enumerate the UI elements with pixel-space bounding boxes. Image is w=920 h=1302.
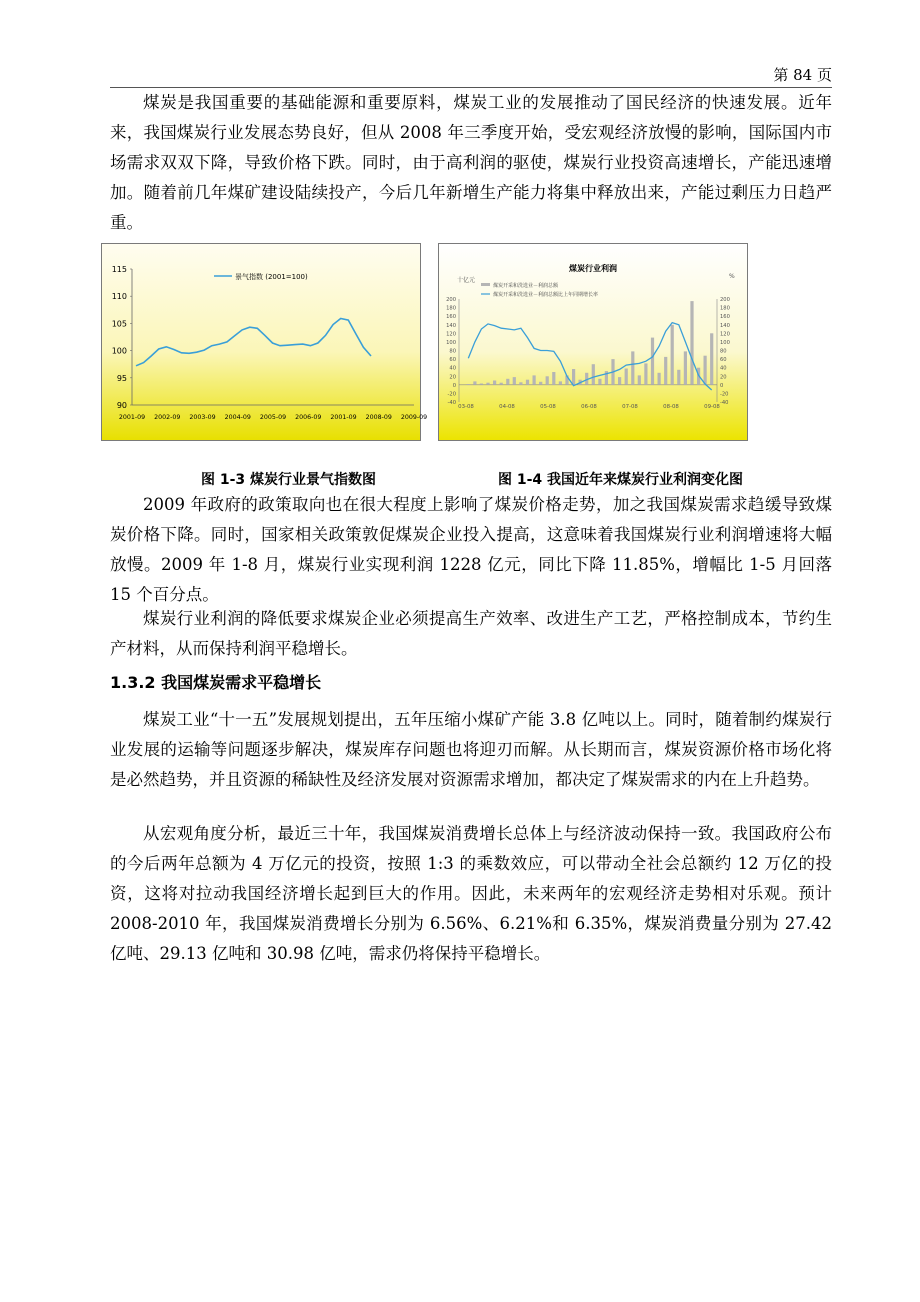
- x-tick-label: 2004-09: [224, 414, 251, 421]
- left-tick-label: -40: [447, 400, 456, 406]
- right-tick-label: 0: [720, 382, 724, 389]
- profit-bar: [592, 364, 595, 385]
- right-tick-label: 200: [720, 297, 730, 303]
- x-tick-label: 03-08: [458, 404, 474, 410]
- profit-bar: [539, 382, 542, 385]
- right-tick-label: 180: [720, 305, 730, 312]
- y-tick-label: 95: [116, 373, 127, 383]
- x-tick-label: 2003-09: [189, 414, 216, 421]
- profit-bar: [486, 383, 489, 385]
- right-tick-label: 80: [720, 348, 727, 355]
- profit-bar: [631, 351, 634, 385]
- profit-bar: [473, 381, 476, 384]
- profit-bar: [467, 384, 470, 385]
- left-tick-label: 0: [452, 382, 456, 389]
- legend-label: 景气指数 (2001=100): [235, 273, 308, 281]
- x-tick-label: 2001-09: [330, 414, 357, 421]
- profit-bar: [651, 338, 654, 385]
- section-heading: 1.3.2 我国煤炭需求平稳增长: [110, 673, 322, 692]
- profit-bar: [598, 379, 601, 385]
- y-tick-label: 115: [111, 265, 127, 274]
- right-tick-label: 120: [720, 331, 730, 338]
- page-number: 第 84 页: [773, 66, 832, 84]
- profit-bar: [493, 381, 496, 385]
- figure-1-3-chart: [101, 243, 428, 441]
- right-tick-label: 40: [720, 365, 727, 372]
- profit-bar: [664, 357, 667, 385]
- figure-1-4-chart: [438, 243, 748, 441]
- x-tick-label: 09-08: [704, 404, 720, 410]
- left-axis-unit: 十亿元: [457, 277, 476, 284]
- profit-bar: [513, 377, 516, 385]
- profit-bar: [519, 382, 522, 385]
- profit-bar: [480, 384, 483, 385]
- profit-bar: [625, 369, 628, 385]
- x-tick-label: 2006-09: [295, 414, 322, 421]
- x-tick-label: 08-08: [663, 404, 679, 410]
- left-tick-label: 60: [449, 357, 456, 364]
- right-tick-label: -40: [720, 400, 729, 406]
- profit-bar: [704, 356, 707, 385]
- x-tick-label: 05-08: [540, 404, 556, 410]
- left-tick-label: 160: [446, 314, 456, 321]
- paragraph-2: 2009 年政府的政策取向也在很大程度上影响了煤炭价格走势，加之我国煤炭需求趋缓导致煤炭价格下降。同时，国家相关政策敦促煤炭企业投入提高，这意味着我国煤炭行业利润增速将大幅放慢。2009 年 1-8 月，煤炭行业实现利润 1228 亿元，同比下降 11.85%，增幅比 1-5 月回落 15 个百分点。: [110, 495, 832, 604]
- left-tick-label: 120: [446, 331, 456, 338]
- figure-1-3-caption: 图 1-3 煤炭行业景气指数图: [201, 472, 377, 488]
- industry-profit-chart: [439, 244, 747, 440]
- x-tick-label: 04-08: [499, 404, 515, 410]
- paragraph-1: 煤炭是我国重要的基础能源和重要原料，煤炭工业的发展推动了国民经济的快速发展。近年来，我国煤炭行业发展态势良好，但从 2008 年三季度开始，受宏观经济放慢的影响，国际国内市场需求双双下降，导致价格下跌。同时，由于高利润的驱使，煤炭行业投资高速增长，产能迅速增加。随着前几年煤矿建设陆续投产，今后几年新增生产能力将集中释放出来，产能过剩压力日趋严重。: [110, 93, 832, 232]
- profit-bar: [533, 375, 536, 384]
- left-tick-label: 180: [446, 305, 456, 312]
- left-tick-label: 200: [446, 297, 456, 303]
- legend-label-growth: 煤炭开采和洗选业－利润总额比上年同期增长率: [493, 292, 599, 298]
- prosperity-index-chart: [102, 244, 428, 440]
- profit-bar: [618, 377, 621, 385]
- profit-bar: [638, 375, 641, 384]
- left-tick-label: 140: [446, 322, 456, 329]
- profit-bar: [500, 383, 503, 385]
- paragraph-5: 从宏观角度分析，最近三十年，我国煤炭消费增长总体上与经济波动保持一致。我国政府公布的今后两年总额为 4 万亿元的投资，按照 1:3 的乘数效应，可以带动全社会总额约 12 万亿的投资，这将对拉动我国经济增长起到巨大的作用。因此，未来两年的宏观经济走势相对乐观。预计 2008-2010 年，我国煤炭消费增长分别为 6.56%、6.21%和 6.35%，煤炭消费量分别为 27.42 亿吨、29.13 亿吨和 30.98 亿吨，需求仍将保持平稳增长。: [110, 824, 832, 963]
- profit-bar: [559, 381, 562, 384]
- y-tick-label: 90: [116, 401, 127, 410]
- y-tick-label: 110: [111, 292, 127, 302]
- right-axis-unit: %: [729, 273, 735, 280]
- profit-bar: [644, 363, 647, 385]
- right-tick-label: 160: [720, 314, 730, 321]
- right-tick-label: -20: [720, 391, 729, 398]
- profit-bar: [506, 379, 509, 385]
- profit-bar: [677, 370, 680, 385]
- x-tick-label: 07-08: [622, 404, 638, 410]
- profit-bar: [526, 380, 529, 385]
- profit-bar: [572, 369, 575, 385]
- paragraph-4: 煤炭工业“十一五”发展规划提出，五年压缩小煤矿产能 3.8 亿吨以上。同时，随着制约煤炭行业发展的运输等问题逐步解决，煤炭库存问题也将迎刃而解。从长期而言，煤炭资源价格市场化将是必然趋势，并且资源的稀缺性及经济发展对资源需求增加，都决定了煤炭需求的内在上升趋势。: [110, 710, 832, 789]
- profit-bar: [658, 373, 661, 385]
- x-tick-label: 2002-09: [154, 414, 181, 421]
- x-tick-label: 06-08: [581, 404, 597, 410]
- x-tick-label: 2009-09: [400, 414, 428, 421]
- left-tick-label: 40: [449, 365, 456, 372]
- y-tick-label: 105: [111, 319, 127, 329]
- chart-title: 煤炭行业利润: [569, 264, 617, 273]
- right-tick-label: 100: [720, 339, 730, 346]
- profit-bar: [690, 301, 693, 385]
- profit-bar: [552, 372, 555, 385]
- x-tick-label: 2005-09: [259, 414, 287, 421]
- left-tick-label: 100: [446, 339, 456, 346]
- profit-bar: [684, 351, 687, 385]
- x-tick-label: 2001-09: [118, 414, 146, 421]
- paragraph-3: 煤炭行业利润的降低要求煤炭企业必须提高生产效率、改进生产工艺，严格控制成本，节约生产材料，从而保持利润平稳增长。: [110, 609, 832, 658]
- profit-bar: [671, 325, 674, 385]
- right-tick-label: 60: [720, 357, 727, 364]
- profit-bar: [546, 376, 549, 385]
- left-tick-label: 80: [449, 348, 456, 355]
- y-tick-label: 100: [111, 346, 127, 356]
- right-tick-label: 20: [720, 374, 727, 381]
- right-tick-label: 140: [720, 322, 730, 329]
- figure-1-4-caption: 图 1-4 我国近年来煤炭行业利润变化图: [498, 472, 744, 488]
- legend-label-profit: 煤炭开采和洗选业－利润总额: [493, 283, 559, 289]
- profit-bar: [710, 333, 713, 385]
- left-tick-label: 20: [449, 374, 456, 381]
- left-tick-label: -20: [447, 391, 456, 398]
- legend-bar-swatch: [481, 283, 490, 286]
- x-tick-label: 2008-09: [365, 414, 392, 421]
- chart-background: [439, 244, 747, 440]
